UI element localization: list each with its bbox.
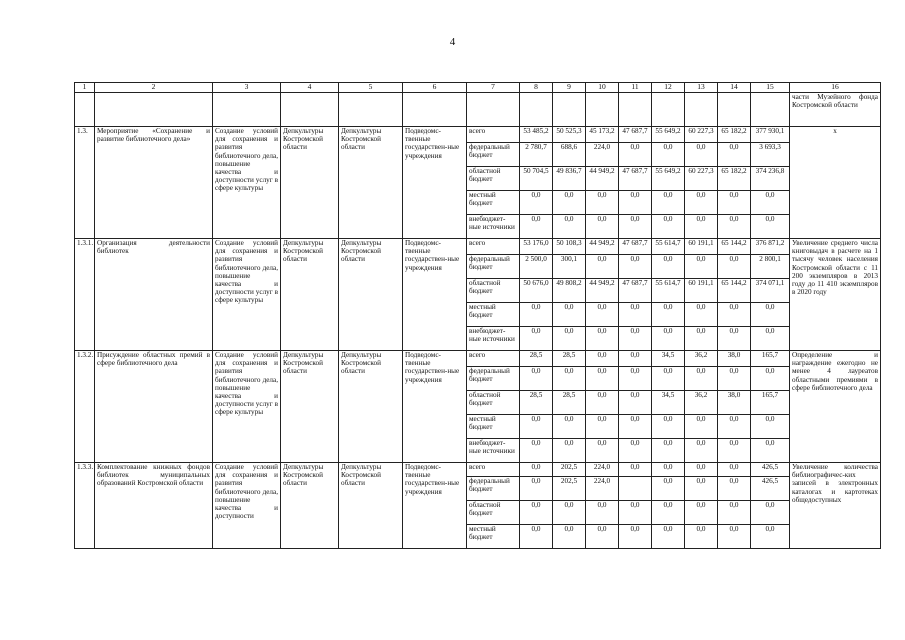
year-value: 65 182,2 <box>718 127 751 143</box>
year-value: 0,0 <box>619 191 652 215</box>
year-value: 0,0 <box>553 439 586 463</box>
col-header: 12 <box>652 83 685 93</box>
expected-result: Увеличение количества библиографичес-ких записей в электронных каталогах и картотеках общедоступных <box>790 463 881 549</box>
year-value: 0,0 <box>586 215 619 239</box>
year-value: 0,0 <box>520 367 553 391</box>
col-header: 14 <box>718 83 751 93</box>
year-value: 202,5 <box>553 477 586 501</box>
responsible-executor: Депкультуры Костромской области <box>281 463 339 549</box>
responsible-executor: Депкультуры Костромской области <box>281 127 339 239</box>
year-value: 0,0 <box>586 415 619 439</box>
total-value: 165,7 <box>751 351 790 367</box>
year-value: 0,0 <box>652 477 685 501</box>
year-value: 202,5 <box>553 463 586 477</box>
funding-source-label: федеральный бюджет <box>467 143 520 167</box>
year-value: 44 949,2 <box>586 167 619 191</box>
page-number: 4 <box>449 36 456 48</box>
year-value: 0,0 <box>520 463 553 477</box>
total-value: 0,0 <box>751 191 790 215</box>
year-value: 0,0 <box>586 351 619 367</box>
year-value: 55 614,7 <box>652 239 685 255</box>
total-value: 0,0 <box>751 525 790 549</box>
funding-source-label: областной бюджет <box>467 279 520 303</box>
funding-source-label: местный бюджет <box>467 191 520 215</box>
year-value: 0,0 <box>553 415 586 439</box>
section-goal: Создание условий для сохранения и развития библиотечного дела, повышение качества и доступности услуг в сфере культуры <box>213 127 281 239</box>
year-value: 0,0 <box>553 525 586 549</box>
year-value: 0,0 <box>586 525 619 549</box>
year-value: 0,0 <box>718 143 751 167</box>
col-header: 15 <box>751 83 790 93</box>
column-number-row <box>75 83 881 93</box>
responsible-executor: Депкультуры Костромской области <box>281 351 339 463</box>
year-value: 0,0 <box>652 439 685 463</box>
year-value: 50 676,0 <box>520 279 553 303</box>
year-value: 0,0 <box>718 439 751 463</box>
funding-source-label: всего <box>467 463 520 477</box>
year-value: 0,0 <box>652 191 685 215</box>
year-value: 60 191,1 <box>685 239 718 255</box>
year-value: 0,0 <box>586 367 619 391</box>
year-value: 0,0 <box>520 439 553 463</box>
col-header: 5 <box>339 83 403 93</box>
total-value: 377 930,1 <box>751 127 790 143</box>
year-value <box>619 477 652 501</box>
total-value: 165,7 <box>751 391 790 415</box>
funding-source-label: всего <box>467 351 520 367</box>
total-value: 0,0 <box>751 215 790 239</box>
year-value: 60 191,1 <box>685 279 718 303</box>
year-value: 0,0 <box>586 439 619 463</box>
col-header: 9 <box>553 83 586 93</box>
year-value: 0,0 <box>718 191 751 215</box>
total-value: 3 693,3 <box>751 143 790 167</box>
total-value: 0,0 <box>751 439 790 463</box>
year-value: 47 687,7 <box>619 279 652 303</box>
year-value: 38,0 <box>718 351 751 367</box>
year-value: 50 704,5 <box>520 167 553 191</box>
year-value: 0,0 <box>652 415 685 439</box>
year-value: 0,0 <box>520 215 553 239</box>
funding-source-label: федеральный бюджет <box>467 367 520 391</box>
year-value: 300,1 <box>553 255 586 279</box>
funding-source-label: областной бюджет <box>467 501 520 525</box>
col-header: 3 <box>213 83 281 93</box>
year-value: 65 144,2 <box>718 239 751 255</box>
year-value: 0,0 <box>685 439 718 463</box>
col-header: 2 <box>95 83 213 93</box>
year-value: 0,0 <box>520 477 553 501</box>
year-value: 0,0 <box>520 415 553 439</box>
section-title: Мероприятие «Сохранение и развитие библиотечного дела» <box>95 127 213 239</box>
total-value: 0,0 <box>751 327 790 351</box>
year-value: 0,0 <box>718 415 751 439</box>
year-value: 0,0 <box>685 415 718 439</box>
funding-source-label: местный бюджет <box>467 525 520 549</box>
year-value: 0,0 <box>553 215 586 239</box>
col-header: 6 <box>403 83 467 93</box>
year-value: 0,0 <box>619 255 652 279</box>
year-value: 0,0 <box>586 327 619 351</box>
expected-result: х <box>790 127 881 239</box>
year-value: 55 649,2 <box>652 127 685 143</box>
year-value: 0,0 <box>685 477 718 501</box>
year-value: 47 687,7 <box>619 239 652 255</box>
year-value: 34,5 <box>652 391 685 415</box>
year-value: 65 144,2 <box>718 279 751 303</box>
coexecutor: Депкультуры Костромской области <box>339 239 403 351</box>
total-value: 374 071,1 <box>751 279 790 303</box>
col-header: 7 <box>467 83 520 93</box>
participants: Подведомс-твенные государствен-ные учреждения <box>403 127 467 239</box>
year-value: 0,0 <box>652 501 685 525</box>
year-value: 0,0 <box>652 327 685 351</box>
year-value: 224,0 <box>586 477 619 501</box>
funding-source-label: федеральный бюджет <box>467 477 520 501</box>
year-value: 688,6 <box>553 143 586 167</box>
year-value: 0,0 <box>718 303 751 327</box>
col-header: 4 <box>281 83 339 93</box>
total-value: 0,0 <box>751 303 790 327</box>
year-value: 0,0 <box>619 391 652 415</box>
year-value: 0,0 <box>619 525 652 549</box>
year-value: 0,0 <box>619 351 652 367</box>
year-value: 28,5 <box>520 391 553 415</box>
total-value: 374 236,8 <box>751 167 790 191</box>
year-value: 0,0 <box>718 463 751 477</box>
year-value: 0,0 <box>586 303 619 327</box>
funding-source-label: всего <box>467 239 520 255</box>
year-value: 50 108,3 <box>553 239 586 255</box>
col-header: 10 <box>586 83 619 93</box>
year-value: 53 176,0 <box>520 239 553 255</box>
year-value: 49 836,7 <box>553 167 586 191</box>
section-code: 1.3.2. <box>75 351 95 463</box>
year-value: 0,0 <box>619 303 652 327</box>
year-value: 0,0 <box>619 415 652 439</box>
section-goal: Создание условий для сохранения и развития библиотечного дела, повышение качества и доступности <box>213 463 281 549</box>
funding-source-label: областной бюджет <box>467 391 520 415</box>
year-value: 53 485,2 <box>520 127 553 143</box>
year-value: 60 227,3 <box>685 127 718 143</box>
section-goal: Создание условий для сохранения и развития библиотечного дела, повышение качества и доступности услуг в сфере культуры <box>213 239 281 351</box>
coexecutor: Депкультуры Костромской области <box>339 351 403 463</box>
year-value: 0,0 <box>520 303 553 327</box>
program-table <box>74 82 881 549</box>
year-value: 0,0 <box>685 463 718 477</box>
year-value: 0,0 <box>718 501 751 525</box>
year-value: 0,0 <box>718 215 751 239</box>
year-value: 28,5 <box>553 351 586 367</box>
year-value: 0,0 <box>586 191 619 215</box>
year-value: 0,0 <box>553 303 586 327</box>
year-value: 50 525,3 <box>553 127 586 143</box>
year-value: 0,0 <box>553 191 586 215</box>
col-header: 11 <box>619 83 652 93</box>
expected-result: Увеличение среднего числа книговыдач в расчете на 1 тысячу человек населения Костромской области с 11 200 экземпляров в 2013 году до 11 410 экземпляров в 2020 году <box>790 239 881 351</box>
year-value: 0,0 <box>553 327 586 351</box>
year-value: 0,0 <box>520 501 553 525</box>
total-value: 0,0 <box>751 501 790 525</box>
continuation-row <box>75 93 881 127</box>
total-value: 0,0 <box>751 367 790 391</box>
year-value: 28,5 <box>520 351 553 367</box>
year-value: 224,0 <box>586 463 619 477</box>
year-value: 0,0 <box>619 327 652 351</box>
section-title: Комплектование книжных фондов библиотек муниципальных образований Костромской области <box>95 463 213 549</box>
year-value: 0,0 <box>685 501 718 525</box>
year-value: 0,0 <box>553 367 586 391</box>
year-value: 0,0 <box>619 367 652 391</box>
year-value: 0,0 <box>586 255 619 279</box>
col-header: 13 <box>685 83 718 93</box>
funding-source-label: областной бюджет <box>467 167 520 191</box>
funding-source-label: внебюджет-ные источники <box>467 439 520 463</box>
funding-source-label: внебюджет-ные источники <box>467 327 520 351</box>
funding-source-label: федеральный бюджет <box>467 255 520 279</box>
year-value: 55 649,2 <box>652 167 685 191</box>
table-row <box>75 351 881 367</box>
year-value: 0,0 <box>520 525 553 549</box>
year-value: 0,0 <box>685 215 718 239</box>
year-value: 65 182,2 <box>718 167 751 191</box>
year-value: 0,0 <box>718 477 751 501</box>
participants: Подведомс-твенные государствен-ные учреждения <box>403 463 467 549</box>
section-title: Присуждение областных премий в сфере библиотечного дела <box>95 351 213 463</box>
funding-source-label: всего <box>467 127 520 143</box>
total-value: 426,5 <box>751 477 790 501</box>
col-header: 8 <box>520 83 553 93</box>
year-value: 0,0 <box>619 439 652 463</box>
table-row <box>75 239 881 255</box>
total-value: 2 800,1 <box>751 255 790 279</box>
coexecutor: Депкультуры Костромской области <box>339 127 403 239</box>
continuation-text: части Музейного фонда Костромской области <box>790 93 881 127</box>
year-value: 49 808,2 <box>553 279 586 303</box>
year-value: 0,0 <box>619 501 652 525</box>
coexecutor: Депкультуры Костромской области <box>339 463 403 549</box>
participants: Подведомс-твенные государствен-ные учреждения <box>403 239 467 351</box>
participants: Подведомс-твенные государствен-ные учреждения <box>403 351 467 463</box>
col-header: 1 <box>75 83 95 93</box>
year-value: 0,0 <box>520 327 553 351</box>
year-value: 0,0 <box>652 303 685 327</box>
year-value: 2 500,0 <box>520 255 553 279</box>
year-value: 36,2 <box>685 391 718 415</box>
year-value: 0,0 <box>553 501 586 525</box>
funding-source-label: местный бюджет <box>467 415 520 439</box>
year-value: 0,0 <box>685 327 718 351</box>
year-value: 0,0 <box>520 191 553 215</box>
year-value: 44 949,2 <box>586 239 619 255</box>
year-value: 0,0 <box>685 143 718 167</box>
year-value: 0,0 <box>586 391 619 415</box>
total-value: 426,5 <box>751 463 790 477</box>
year-value: 2 780,7 <box>520 143 553 167</box>
year-value: 0,0 <box>718 255 751 279</box>
year-value: 0,0 <box>652 255 685 279</box>
year-value: 0,0 <box>619 143 652 167</box>
section-code: 1.3.3. <box>75 463 95 549</box>
year-value: 0,0 <box>718 525 751 549</box>
funding-source-label: местный бюджет <box>467 303 520 327</box>
year-value: 0,0 <box>652 215 685 239</box>
year-value: 47 687,7 <box>619 127 652 143</box>
section-title: Организация деятельности библиотек <box>95 239 213 351</box>
total-value: 376 871,2 <box>751 239 790 255</box>
year-value: 36,2 <box>685 351 718 367</box>
table-row <box>75 463 881 477</box>
year-value: 0,0 <box>685 191 718 215</box>
year-value: 0,0 <box>652 463 685 477</box>
responsible-executor: Депкультуры Костромской области <box>281 239 339 351</box>
year-value: 0,0 <box>652 143 685 167</box>
table-row <box>75 127 881 143</box>
year-value: 47 687,7 <box>619 167 652 191</box>
year-value: 28,5 <box>553 391 586 415</box>
year-value: 0,0 <box>685 525 718 549</box>
year-value: 0,0 <box>685 255 718 279</box>
year-value: 0,0 <box>718 367 751 391</box>
expected-result: Определение и награждение ежегодно не менее 4 лауреатов областными премиями в сфере библиотечного дела <box>790 351 881 463</box>
year-value: 0,0 <box>718 327 751 351</box>
total-value: 0,0 <box>751 415 790 439</box>
year-value: 44 949,2 <box>586 279 619 303</box>
year-value: 0,0 <box>619 463 652 477</box>
funding-source-label: внебюджет-ные источники <box>467 215 520 239</box>
year-value: 45 173,2 <box>586 127 619 143</box>
year-value: 0,0 <box>619 215 652 239</box>
year-value: 0,0 <box>685 303 718 327</box>
year-value: 224,0 <box>586 143 619 167</box>
year-value: 34,5 <box>652 351 685 367</box>
col-header: 16 <box>790 83 881 93</box>
section-goal: Создание условий для сохранения и развития библиотечного дела, повышение качества и доступности услуг в сфере культуры <box>213 351 281 463</box>
year-value: 38,0 <box>718 391 751 415</box>
year-value: 55 614,7 <box>652 279 685 303</box>
year-value: 60 227,3 <box>685 167 718 191</box>
year-value: 0,0 <box>652 525 685 549</box>
section-code: 1.3.1. <box>75 239 95 351</box>
year-value: 0,0 <box>652 367 685 391</box>
year-value: 0,0 <box>586 501 619 525</box>
year-value: 0,0 <box>685 367 718 391</box>
section-code: 1.3. <box>75 127 95 239</box>
